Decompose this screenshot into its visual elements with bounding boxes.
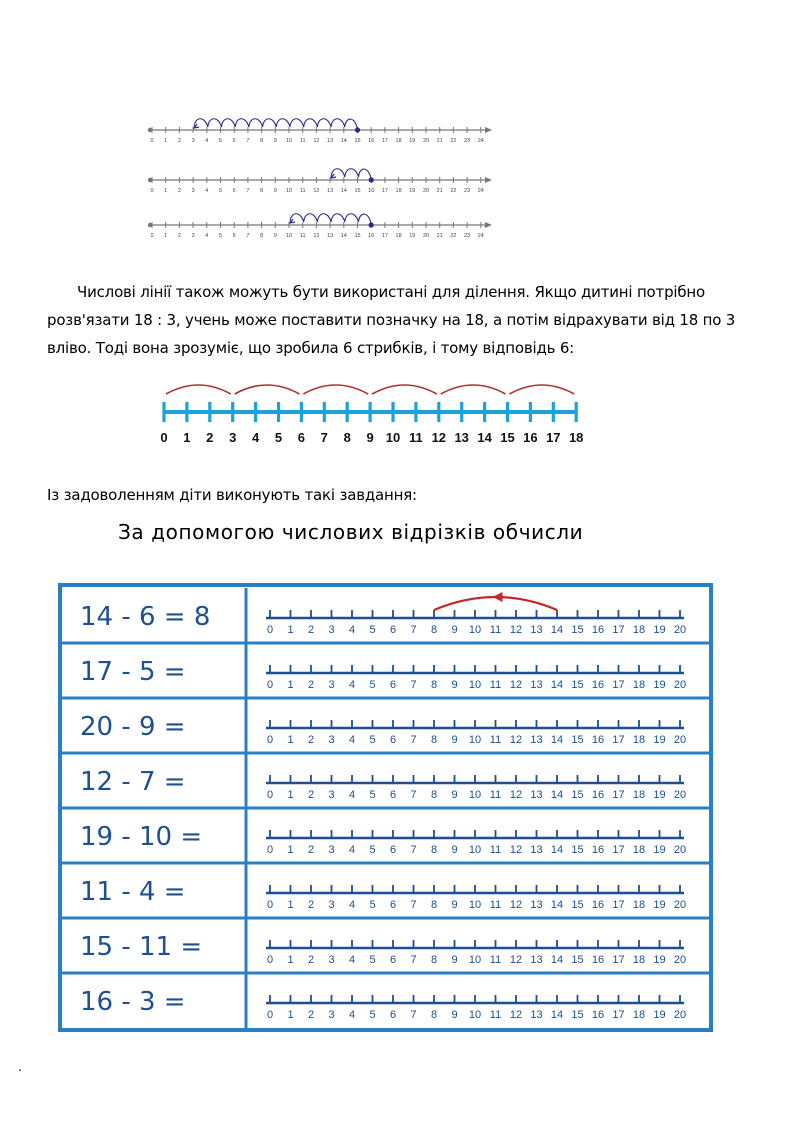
ruler-label: 2 [307, 844, 315, 856]
ruler-label: 16 [591, 844, 605, 856]
ruler-label: 5 [369, 954, 376, 966]
tick-label: 23 [464, 138, 471, 144]
tick-label: 2 [206, 430, 214, 445]
task-expression: 11 - 4 = [80, 877, 186, 907]
ruler-label: 8 [430, 789, 438, 801]
ruler-label: 17 [612, 899, 625, 911]
ruler-label: 9 [451, 1009, 458, 1021]
ruler-label: 0 [266, 899, 274, 911]
ruler-label: 11 [489, 1009, 502, 1021]
axis-arrowhead [485, 222, 492, 228]
tick-label: 5 [274, 430, 283, 445]
task-expression: 12 - 7 = [80, 767, 186, 797]
ruler-label: 12 [509, 844, 523, 856]
paragraph-line-1: Числові лінії також можуть бути використані для ділення. Якщо дитині потрібно [77, 283, 705, 301]
ruler-label: 8 [430, 899, 438, 911]
tick-label: 11 [299, 188, 306, 194]
tick-label: 10 [285, 138, 293, 144]
tick-label: 18 [395, 233, 402, 239]
ruler-label: 16 [591, 1009, 605, 1021]
tick-label: 15 [354, 188, 361, 194]
ruler-label: 20 [673, 1009, 687, 1021]
ruler-label: 7 [410, 899, 417, 911]
top-number-line [148, 214, 492, 239]
jump-arc [166, 385, 231, 394]
tick-label: 18 [568, 430, 584, 445]
ruler-label: 20 [673, 679, 687, 691]
axis-arrowhead [485, 177, 492, 183]
tick-label: 4 [205, 188, 209, 194]
ruler-label: 6 [389, 789, 397, 801]
ruler-label: 15 [571, 789, 584, 801]
tick-label: 21 [436, 138, 443, 144]
ruler-label: 2 [307, 899, 315, 911]
tick-label: 16 [523, 430, 538, 445]
ruler-label: 7 [410, 624, 417, 636]
ruler-label: 15 [571, 624, 584, 636]
ruler-label: 2 [307, 734, 315, 746]
tick-label: 7 [246, 188, 250, 194]
ruler-label: 18 [632, 679, 646, 691]
ruler-label: 12 [509, 1009, 523, 1021]
ruler-label: 13 [530, 899, 543, 911]
ruler-label: 10 [468, 954, 482, 966]
ruler-label: 1 [287, 1009, 294, 1021]
ruler-label: 9 [451, 789, 458, 801]
footer-mark: . [18, 1058, 22, 1074]
ruler-label: 1 [287, 899, 294, 911]
tick-label: 16 [368, 233, 375, 239]
ruler-label: 4 [348, 789, 356, 801]
paragraph-line-3: вліво. Тоді вона зрозуміє, що зробила 6 стрибків, і тому відповідь 6: [47, 339, 575, 357]
task-expression: 20 - 9 = [80, 712, 186, 742]
tick-label: 17 [381, 188, 388, 194]
ruler-label: 17 [612, 734, 625, 746]
ruler-label: 11 [489, 679, 502, 691]
tick-label: 0 [150, 138, 154, 144]
ruler-label: 0 [266, 734, 274, 746]
ruler-label: 5 [369, 899, 376, 911]
ruler-label: 19 [653, 679, 666, 691]
ruler-label: 2 [307, 954, 315, 966]
axis-arrowhead [485, 127, 492, 133]
ruler-label: 11 [489, 734, 502, 746]
tick-label: 13 [327, 138, 334, 144]
ruler-label: 14 [550, 1009, 564, 1021]
ruler-label: 8 [430, 624, 438, 636]
start-point [355, 127, 360, 132]
tick-label: 1 [164, 138, 168, 144]
task-expression: 17 - 5 = [80, 657, 186, 687]
ruler-label: 9 [451, 624, 458, 636]
ruler-label: 5 [369, 624, 376, 636]
ruler-label: 13 [530, 844, 543, 856]
ruler-label: 13 [530, 1009, 543, 1021]
ruler-label: 3 [328, 954, 335, 966]
tick-label: 14 [340, 188, 347, 194]
ruler-label: 12 [509, 899, 523, 911]
ruler-label: 14 [550, 734, 564, 746]
tick-label: 9 [273, 188, 277, 194]
ruler-label: 6 [389, 954, 397, 966]
ruler-label: 13 [530, 624, 543, 636]
tick-label: 3 [191, 188, 195, 194]
tick-label: 8 [260, 138, 264, 144]
ruler-label: 6 [389, 679, 397, 691]
tick-label: 7 [246, 233, 250, 239]
jump-arc [441, 385, 506, 394]
ruler-label: 9 [451, 899, 458, 911]
tick-label: 15 [354, 233, 361, 239]
ruler-label: 4 [348, 734, 356, 746]
ruler-label: 2 [307, 1009, 315, 1021]
jump-arc [235, 385, 300, 394]
tick-label: 20 [422, 233, 430, 239]
ruler-label: 19 [653, 954, 666, 966]
tick-label: 12 [313, 233, 320, 239]
tick-label: 7 [320, 430, 328, 445]
ruler-label: 3 [328, 734, 335, 746]
ruler-label: 1 [287, 789, 294, 801]
ruler-label: 20 [673, 954, 687, 966]
ruler-label: 11 [489, 844, 502, 856]
ruler-label: 14 [550, 789, 564, 801]
tick-label: 16 [368, 188, 375, 194]
ruler-label: 13 [530, 679, 543, 691]
ruler-label: 2 [307, 679, 315, 691]
section-heading: За допомогою числових відрізків обчисли [118, 520, 584, 544]
tick-label: 5 [218, 138, 223, 144]
ruler-label: 9 [451, 734, 458, 746]
ruler-label: 4 [348, 954, 356, 966]
ruler-label: 4 [348, 624, 356, 636]
ruler-label: 6 [389, 624, 397, 636]
tick-label: 6 [297, 430, 306, 445]
ruler-label: 8 [430, 844, 438, 856]
ruler-label: 1 [287, 954, 294, 966]
jump-loops [331, 169, 371, 180]
tick-label: 15 [500, 430, 515, 445]
tick-label: 0 [150, 233, 154, 239]
tick-label: 9 [366, 430, 374, 445]
ruler-label: 12 [509, 679, 523, 691]
ruler-label: 11 [489, 624, 502, 636]
ruler-label: 15 [571, 1009, 584, 1021]
ruler-label: 5 [369, 789, 376, 801]
ruler-label: 0 [266, 1009, 274, 1021]
ruler-label: 13 [530, 954, 543, 966]
ruler-label: 5 [369, 1009, 376, 1021]
ruler-label: 1 [287, 624, 294, 636]
start-point [369, 222, 374, 227]
ruler-label: 6 [389, 1009, 397, 1021]
tick-label: 10 [385, 430, 401, 445]
intro-text: Із задоволенням діти виконують такі завдання: [47, 486, 417, 504]
ruler-label: 7 [410, 679, 417, 691]
ruler-label: 16 [591, 899, 605, 911]
division-number-line [150, 372, 600, 460]
ruler-label: 15 [571, 899, 584, 911]
tick-label: 20 [422, 138, 430, 144]
ruler-label: 14 [550, 624, 564, 636]
tick-label: 21 [436, 233, 443, 239]
tick-label: 11 [409, 430, 423, 445]
ruler-label: 19 [653, 1009, 666, 1021]
ruler-label: 12 [509, 954, 523, 966]
tick-label: 24 [477, 138, 484, 144]
tick-label: 24 [477, 233, 484, 239]
tick-label: 14 [340, 138, 347, 144]
tick-label: 0 [160, 430, 168, 445]
ruler-label: 4 [348, 844, 356, 856]
top-number-lines [140, 95, 500, 255]
top-number-line [148, 119, 492, 144]
task-table [58, 583, 718, 1043]
ruler-label: 8 [430, 1009, 438, 1021]
tick-label: 21 [436, 188, 443, 194]
ruler-label: 18 [632, 789, 646, 801]
ruler-label: 18 [632, 899, 646, 911]
tick-label: 4 [251, 430, 260, 445]
tick-label: 19 [409, 138, 416, 144]
ruler-label: 14 [550, 844, 564, 856]
tick-label: 15 [354, 138, 361, 144]
ruler-label: 1 [287, 679, 294, 691]
ruler-label: 11 [489, 789, 502, 801]
ruler-label: 7 [410, 954, 417, 966]
tick-label: 5 [218, 188, 223, 194]
tick-label: 13 [327, 233, 334, 239]
tick-label: 6 [232, 188, 236, 194]
ruler-label: 18 [632, 844, 646, 856]
tick-label: 24 [477, 188, 484, 194]
ruler-label: 20 [673, 899, 687, 911]
tick-label: 14 [477, 430, 492, 445]
tick-label: 4 [205, 233, 209, 239]
ruler-label: 20 [673, 844, 687, 856]
ruler-label: 11 [489, 954, 502, 966]
tick-label: 22 [450, 138, 457, 144]
ruler-label: 10 [468, 789, 482, 801]
task-expression: 19 - 10 = [80, 822, 203, 852]
ruler-label: 7 [410, 1009, 417, 1021]
ruler-label: 4 [348, 1009, 356, 1021]
ruler-label: 0 [266, 624, 274, 636]
ruler-label: 15 [571, 954, 584, 966]
tick-label: 5 [218, 233, 223, 239]
ruler-label: 1 [287, 844, 294, 856]
tick-label: 1 [164, 233, 168, 239]
ruler-label: 6 [389, 844, 397, 856]
ruler-label: 10 [468, 734, 482, 746]
tick-label: 19 [409, 233, 416, 239]
paragraph-line-2: розв'язати 18 : 3, учень може поставити позначку на 18, а потім відрахувати від 18 по 3 [47, 311, 736, 329]
ruler-label: 19 [653, 624, 666, 636]
tick-label: 17 [546, 430, 561, 445]
ruler-label: 3 [328, 624, 335, 636]
ruler-label: 6 [389, 734, 397, 746]
ruler-label: 12 [509, 624, 523, 636]
ruler-label: 16 [591, 679, 605, 691]
division-paragraph [47, 278, 757, 362]
tick-label: 18 [395, 138, 402, 144]
ruler-label: 0 [266, 844, 274, 856]
ruler-label: 3 [328, 789, 335, 801]
tick-label: 13 [327, 188, 334, 194]
ruler-label: 12 [509, 734, 523, 746]
ruler-label: 9 [451, 844, 458, 856]
tick-label: 12 [431, 430, 447, 445]
ruler-label: 16 [591, 789, 605, 801]
ruler-label: 8 [430, 679, 438, 691]
ruler-label: 19 [653, 789, 666, 801]
ruler-label: 18 [632, 734, 646, 746]
ruler-label: 1 [287, 734, 294, 746]
ruler-label: 0 [266, 679, 274, 691]
ruler-label: 18 [632, 624, 646, 636]
jump-arc [510, 385, 575, 394]
ruler-label: 17 [612, 844, 625, 856]
start-point [369, 177, 374, 182]
ruler-label: 10 [468, 844, 482, 856]
ruler-label: 15 [571, 734, 584, 746]
ruler-label: 15 [571, 679, 584, 691]
tick-label: 17 [381, 138, 388, 144]
task-expression: 14 - 6 = 8 [80, 602, 211, 632]
tick-label: 22 [450, 233, 457, 239]
ruler-label: 17 [612, 789, 625, 801]
jump-arc [303, 385, 368, 394]
tick-label: 8 [260, 233, 264, 239]
jump-arc [372, 385, 437, 394]
tick-label: 16 [368, 138, 375, 144]
ruler-label: 20 [673, 624, 687, 636]
ruler-label: 9 [451, 679, 458, 691]
ruler-label: 16 [591, 624, 605, 636]
ruler-label: 2 [307, 789, 315, 801]
tick-label: 22 [450, 188, 457, 194]
ruler-label: 17 [612, 624, 625, 636]
ruler-label: 17 [612, 679, 625, 691]
ruler-label: 8 [430, 954, 438, 966]
ruler-label: 20 [673, 789, 687, 801]
ruler-label: 3 [328, 1009, 335, 1021]
tick-label: 19 [409, 188, 416, 194]
ruler-label: 18 [632, 954, 646, 966]
ruler-label: 4 [348, 679, 356, 691]
tick-label: 2 [177, 188, 181, 194]
tick-label: 1 [164, 188, 168, 194]
ruler-label: 13 [530, 734, 543, 746]
tick-label: 20 [422, 188, 430, 194]
ruler-label: 19 [653, 844, 666, 856]
ruler-label: 18 [632, 1009, 646, 1021]
ruler-label: 7 [410, 844, 417, 856]
tick-label: 8 [343, 430, 351, 445]
tick-label: 6 [232, 138, 236, 144]
ruler-label: 5 [369, 844, 376, 856]
ruler-label: 15 [571, 844, 584, 856]
ruler-label: 5 [369, 679, 376, 691]
tick-label: 3 [191, 138, 195, 144]
ruler-label: 14 [550, 954, 564, 966]
ruler-label: 19 [653, 899, 666, 911]
ruler-label: 3 [328, 844, 335, 856]
tick-label: 23 [464, 188, 471, 194]
ruler-label: 6 [389, 899, 397, 911]
ruler-label: 3 [328, 679, 335, 691]
ruler-label: 19 [653, 734, 666, 746]
ruler-label: 14 [550, 899, 564, 911]
ruler-label: 5 [369, 734, 376, 746]
tick-label: 12 [313, 188, 320, 194]
tick-label: 6 [232, 233, 236, 239]
ruler-label: 10 [468, 624, 482, 636]
ruler-label: 16 [591, 954, 605, 966]
ruler-label: 16 [591, 734, 605, 746]
tick-label: 11 [299, 138, 306, 144]
ruler-label: 11 [489, 899, 502, 911]
tick-label: 17 [381, 233, 388, 239]
ruler-label: 17 [612, 954, 625, 966]
tick-label: 0 [150, 188, 154, 194]
ruler-label: 10 [468, 899, 482, 911]
top-number-line [148, 169, 492, 194]
tick-label: 10 [285, 188, 293, 194]
ruler-label: 7 [410, 789, 417, 801]
tick-label: 12 [313, 138, 320, 144]
tick-label: 18 [395, 188, 402, 194]
tick-label: 4 [205, 138, 209, 144]
tick-label: 2 [177, 233, 181, 239]
tick-label: 11 [299, 233, 306, 239]
ruler-label: 14 [550, 679, 564, 691]
ruler-label: 10 [468, 1009, 482, 1021]
tick-label: 10 [285, 233, 293, 239]
tick-label: 1 [183, 430, 191, 445]
ruler-label: 8 [430, 734, 438, 746]
ruler-label: 2 [307, 624, 315, 636]
ruler-label: 9 [451, 954, 458, 966]
tick-label: 14 [340, 233, 347, 239]
tick-label: 8 [260, 188, 264, 194]
tick-label: 9 [273, 138, 277, 144]
tick-label: 13 [454, 430, 469, 445]
tick-label: 3 [229, 430, 237, 445]
tick-label: 3 [191, 233, 195, 239]
ruler-label: 17 [612, 1009, 625, 1021]
tick-label: 23 [464, 233, 471, 239]
ruler-label: 13 [530, 789, 543, 801]
ruler-label: 0 [266, 789, 274, 801]
ruler-label: 4 [348, 899, 356, 911]
task-expression: 15 - 11 = [80, 932, 203, 962]
ruler-label: 12 [509, 789, 523, 801]
tick-label: 7 [246, 138, 250, 144]
task-expression: 16 - 3 = [80, 987, 186, 1017]
ruler-label: 3 [328, 899, 335, 911]
ruler-label: 20 [673, 734, 687, 746]
tick-label: 2 [177, 138, 181, 144]
ruler-label: 0 [266, 954, 274, 966]
ruler-label: 10 [468, 679, 482, 691]
tick-label: 9 [273, 233, 277, 239]
ruler-label: 7 [410, 734, 417, 746]
